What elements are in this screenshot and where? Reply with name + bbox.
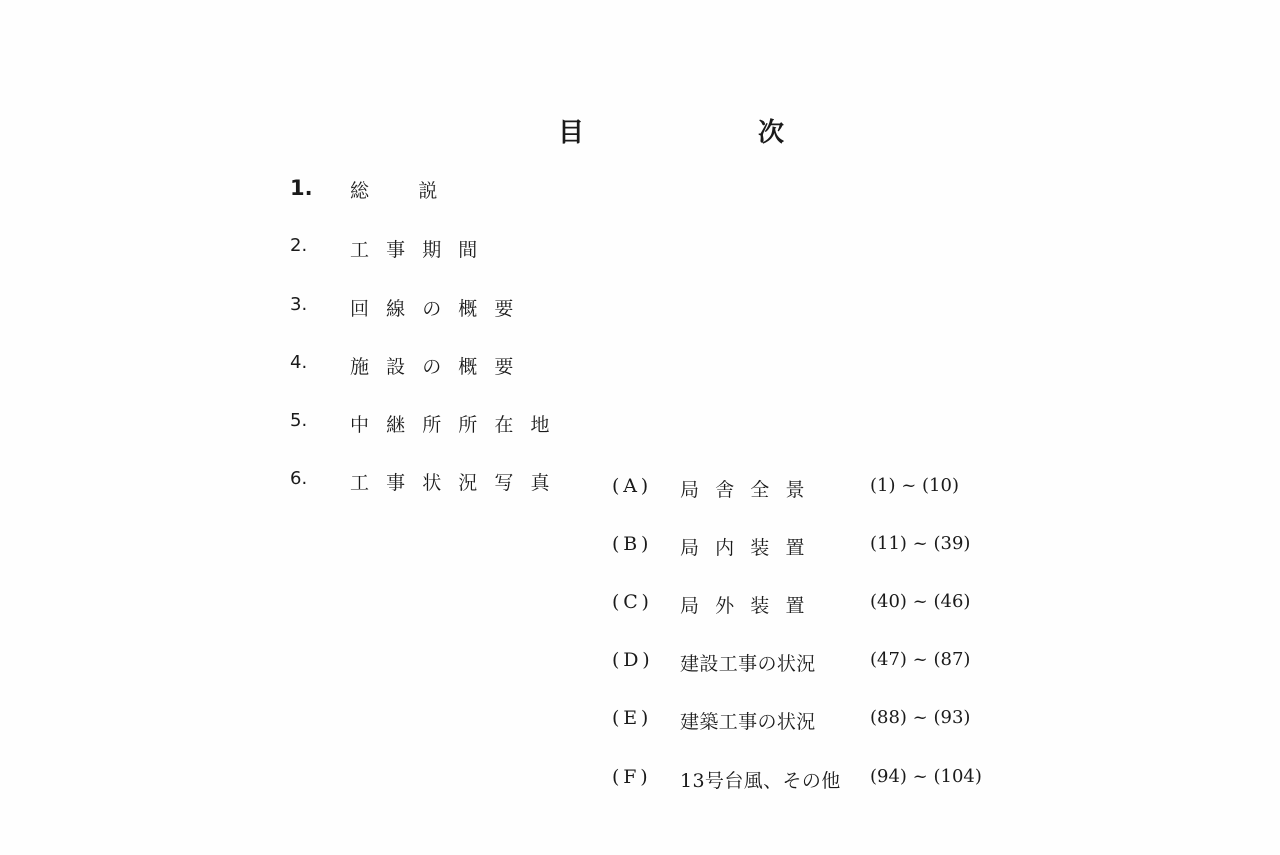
section-label: 局内装置 [680, 537, 821, 559]
toc-item-number: 4. [290, 352, 308, 373]
toc-item-label: 施設の概要 [350, 356, 531, 378]
toc-item-label: 工事期間 [350, 239, 495, 261]
section-mark: (F) [612, 766, 652, 788]
title-char-2: 次 [758, 118, 785, 148]
section-label: 建設工事の状況 [680, 653, 816, 675]
section-range: (40) ~ (46) [870, 591, 971, 612]
toc-item-number: 3. [290, 294, 308, 315]
toc-item-label: 総説 [350, 180, 487, 202]
toc-item-label: 工事状況写真 [350, 472, 567, 494]
toc-item-number: 6. [290, 468, 308, 489]
section-mark: (E) [612, 707, 653, 729]
section-mark: (D) [612, 649, 654, 671]
toc-item-number: 2. [290, 235, 308, 256]
toc-item-number: 5. [290, 410, 308, 431]
section-label: 13号台風、その他 [680, 770, 841, 792]
section-mark: (A) [612, 475, 652, 497]
section-range: (94) ~ (104) [870, 766, 982, 787]
toc-item-label: 中継所所在地 [350, 414, 567, 436]
section-mark: (B) [612, 533, 653, 555]
section-range: (88) ~ (93) [870, 707, 971, 728]
section-label: 建築工事の状況 [680, 711, 816, 733]
page-title [540, 112, 800, 152]
section-label: 局外装置 [680, 595, 821, 617]
section-mark: (C) [612, 591, 653, 613]
toc-item-number: 1. [290, 176, 313, 200]
section-range: (47) ~ (87) [870, 649, 971, 670]
toc-item-label: 回線の概要 [350, 298, 531, 320]
section-range: (1) ~ (10) [870, 475, 959, 496]
section-label: 局舎全景 [680, 479, 821, 501]
section-range: (11) ~ (39) [870, 533, 971, 554]
title-char-1: 目 [558, 118, 585, 148]
